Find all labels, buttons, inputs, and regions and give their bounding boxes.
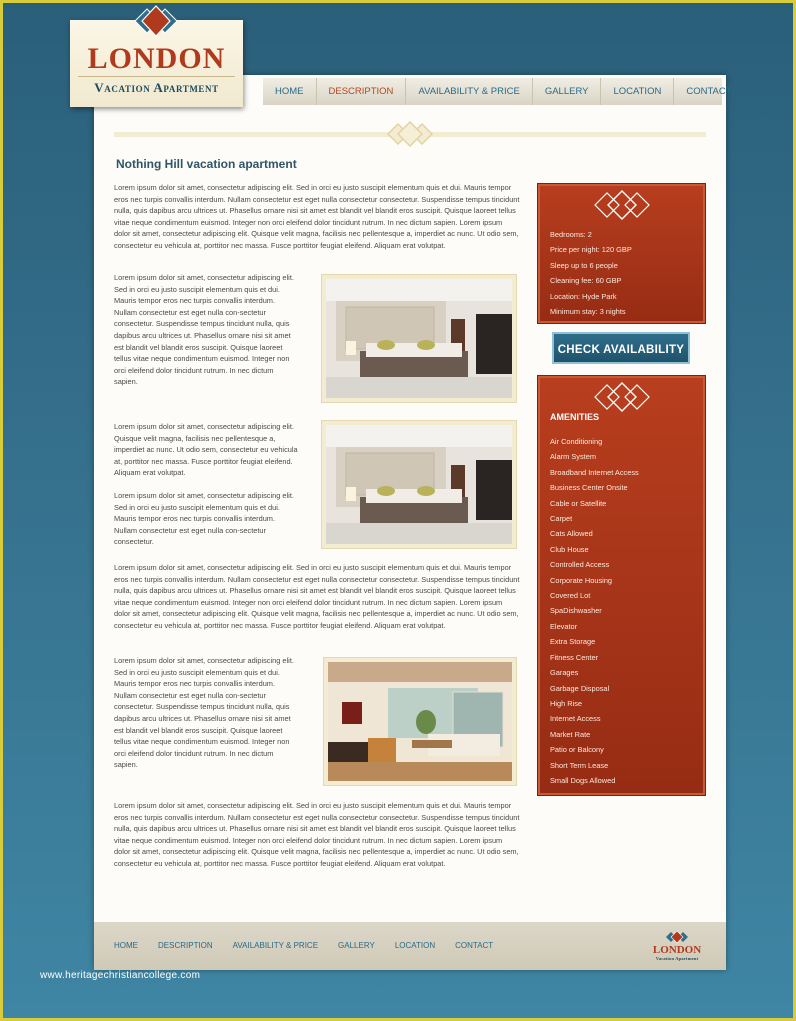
info-bedrooms: Bedrooms: 2 bbox=[550, 230, 592, 239]
amenity-item: Internet Access bbox=[550, 714, 601, 724]
paragraph-2: Lorem ipsum dolor sit amet, consectetur adipiscing elit. Sed in orci eu justo suscipit elementum quis et dui. Mauris tempor eros nec turpis convallis interdum. Nullam consectetur est eget nulla con-sectetur consectetur. Suspendisse tempus tincidunt nulla, quis dapibus arcu ultrices ut. Phasellus ornare nisi sit amet est blandit vel blandit eros suscipit. Quisque laoreet tellus vitae neque condimentum euismod. Integer non orci eleifend dolor tincidunt rutrum. In nec dictum sapien. bbox=[114, 273, 294, 387]
bedroom-image-2 bbox=[326, 425, 512, 544]
logo-subtitle: Vacation Apartment bbox=[94, 80, 219, 95]
amenity-item: Extra Storage bbox=[550, 637, 596, 647]
amenity-item: Market Rate bbox=[550, 729, 591, 739]
amenity-item: Corporate Housing bbox=[550, 575, 613, 585]
paragraph-intro: Lorem ipsum dolor sit amet, consectetur adipiscing elit. Sed in orci eu justo suscipit elementum quis et dui. Mauris tempor eros nec turpis convallis interdum. Nullam consectetur est eget nulla consectetur consectetur. Suspendisse tempus tincidunt nulla, quis dapibus arcu ultrices ut. Phasellus ornare nisi sit amet est blandit vel blandit eros suscipit. Quisque laoreet tellus vitae neque condimentum euismod. Integer non orci eleifend dolor tincidunt rutrum. In nec dictum sapien. Lorem ipsum dolor sit amet, consectetur adipiscing elit. Quisque velit magna, facilisis nec pellentesque a, imperdiet ac nunc. Ut odio sem, consectetur eu vehicula at, porttitor nec massa. Fusce porttitor feugiat eleifend. Aliquam erat volutpat. bbox=[114, 183, 520, 250]
amenities-title: AMENITIES bbox=[550, 412, 600, 422]
nav-home[interactable]: HOME bbox=[263, 78, 317, 105]
nav-contact[interactable]: CONTACT bbox=[686, 86, 732, 97]
property-info-list bbox=[550, 227, 632, 319]
amenity-item: Alarm System bbox=[550, 452, 596, 462]
content-page bbox=[94, 75, 726, 970]
footer-nav-availability-price[interactable]: AVAILABILITY & PRICE bbox=[232, 941, 319, 950]
amenities-list bbox=[550, 434, 639, 788]
amenities-panel bbox=[537, 375, 706, 796]
paragraph-4: Lorem ipsum dolor sit amet, consectetur adipiscing elit. Sed in orci eu justo suscipit elementum quis et dui. Mauris tempor eros nec turpis convallis interdum. Nullam consectetur est eget nulla con-sectetur consectetur. bbox=[114, 491, 294, 547]
info-price: Price per night: 120 GBP bbox=[550, 245, 632, 255]
info-sleeps: Sleep up to 6 people bbox=[550, 260, 618, 270]
amenity-item: Air Conditioning bbox=[550, 437, 603, 446]
amenity-item: Club House bbox=[550, 544, 589, 554]
footer-nav bbox=[114, 941, 513, 950]
ornament-diamond-icon bbox=[386, 121, 434, 147]
amenity-item: Short Term Lease bbox=[550, 760, 609, 770]
check-availability-button[interactable]: CHECK AVAILABILITY bbox=[552, 332, 690, 364]
amenity-item: Garbage Disposal bbox=[550, 683, 610, 693]
logo-diamonds-icon bbox=[125, 4, 187, 38]
logo-divider bbox=[78, 76, 235, 77]
amenity-item: High Rise bbox=[550, 698, 583, 708]
amenities-diamonds-icon bbox=[593, 382, 651, 412]
footer-logo-diamonds-icon bbox=[665, 930, 689, 944]
amenity-item: Carpet bbox=[550, 514, 573, 524]
info-cleaning-fee: Cleaning fee: 60 GBP bbox=[550, 276, 622, 286]
paragraph-3: Lorem ipsum dolor sit amet, consectetur adipiscing elit. Quisque velit magna, facilisis nec pellentesque a, imperdiet ac nunc. Ut odio sem, consectetur eu vehicula at, porttitor nec massa. Fusce porttitor feugiat eleifend. Aliquam erat volutpat. bbox=[114, 422, 298, 478]
main-nav bbox=[263, 78, 732, 105]
amenity-item: Elevator bbox=[550, 621, 578, 631]
footer-nav-contact[interactable]: CONTACT bbox=[455, 941, 494, 950]
logo-title: LONDON bbox=[87, 42, 226, 75]
living-room-image bbox=[328, 662, 512, 781]
amenity-item: Fitness Center bbox=[550, 652, 599, 662]
amenity-item: Broadband Internet Access bbox=[550, 467, 639, 477]
nav-description[interactable]: DESCRIPTION bbox=[317, 78, 407, 105]
footer-logo-title: LONDON bbox=[652, 944, 702, 956]
nav-location[interactable]: LOCATION bbox=[601, 78, 674, 105]
amenity-item: Covered Lot bbox=[550, 591, 591, 601]
amenity-item: Cats Allowed bbox=[550, 529, 593, 539]
property-info-panel bbox=[537, 183, 706, 324]
footer-nav-location[interactable]: LOCATION bbox=[394, 941, 436, 950]
site-logo[interactable] bbox=[70, 20, 243, 107]
footer-logo-subtitle: Vacation Apartment bbox=[655, 956, 699, 961]
footer-logo[interactable] bbox=[647, 930, 707, 961]
living-room-photo[interactable] bbox=[323, 657, 517, 786]
amenity-item: Cable or Satellite bbox=[550, 498, 607, 508]
amenity-item: Garages bbox=[550, 668, 579, 678]
nav-gallery[interactable]: GALLERY bbox=[533, 78, 602, 105]
page-title: Nothing Hill vacation apartment bbox=[116, 157, 297, 171]
amenity-item: SpaDishwasher bbox=[550, 606, 602, 616]
amenity-item: Patio or Balcony bbox=[550, 745, 604, 755]
footer-nav-gallery[interactable]: GALLERY bbox=[338, 941, 375, 950]
amenity-item: Business Center Onsite bbox=[550, 483, 628, 493]
nav-availability-price[interactable]: AVAILABILITY & PRICE bbox=[406, 78, 532, 105]
footer-nav-description[interactable]: DESCRIPTION bbox=[158, 941, 213, 950]
bedroom-photo-2[interactable] bbox=[321, 420, 517, 549]
footer-nav-home[interactable]: HOME bbox=[114, 941, 138, 950]
page-footer bbox=[94, 922, 726, 970]
info-location: Location: Hyde Park bbox=[550, 291, 617, 301]
panel-diamonds-icon bbox=[593, 190, 651, 220]
bedroom-photo-1[interactable] bbox=[321, 274, 517, 403]
watermark-text: www.heritagechristiancollege.com bbox=[40, 970, 201, 981]
bedroom-image bbox=[326, 279, 512, 398]
paragraph-6: Lorem ipsum dolor sit amet, consectetur adipiscing elit. Sed in orci eu justo suscipit elementum quis et dui. Mauris tempor eros nec turpis convallis interdum. Nullam consectetur est eget nulla con-sectetur consectetur. Suspendisse tempus tincidunt nulla, quis dapibus arcu ultrices ut. Phasellus ornare nisi sit amet est blandit vel blandit eros suscipit. Quisque laoreet tellus vitae neque condimentum euismod. Integer non orci eleifend dolor tincidunt rutrum. In nec dictum sapien. bbox=[114, 656, 294, 770]
amenity-item: Small Dogs Allowed bbox=[550, 775, 616, 785]
amenity-item: Controlled Access bbox=[550, 560, 610, 570]
header-ornament bbox=[114, 132, 706, 137]
paragraph-7: Lorem ipsum dolor sit amet, consectetur adipiscing elit. Sed in orci eu justo suscipit elementum quis et dui. Mauris tempor eros nec turpis convallis interdum. Nullam consectetur est eget nulla consectetur consectetur. Suspendisse tempus tincidunt nulla, quis dapibus arcu ultrices ut. Phasellus ornare nisi sit amet est blandit vel blandit eros suscipit. Quisque laoreet tellus vitae neque condimentum euismod. Integer non orci eleifend dolor tincidunt rutrum. In nec dictum sapien. Lorem ipsum dolor sit amet, consectetur adipiscing elit. Quisque velit magna, facilisis nec pellentesque a, imperdiet ac nunc. Ut odio sem, consectetur eu vehicula at, porttitor nec massa. Fusce porttitor feugiat eleifend. Aliquam erat volutpat. bbox=[114, 801, 520, 868]
info-minimum-stay: Minimum stay: 3 nights bbox=[550, 307, 626, 317]
paragraph-5: Lorem ipsum dolor sit amet, consectetur adipiscing elit. Sed in orci eu justo suscipit elementum quis et dui. Mauris tempor eros nec turpis convallis interdum. Nullam consectetur est eget nulla consectetur consectetur. Suspendisse tempus tincidunt nulla, quis dapibus arcu ultrices ut. Phasellus ornare nisi sit amet est blandit vel blandit eros suscipit. Quisque laoreet tellus vitae neque condimentum euismod. Integer non orci eleifend dolor tincidunt rutrum. In nec dictum sapien. Lorem ipsum dolor sit amet, consectetur adipiscing elit. Quisque velit magna, facilisis nec pellentesque a, imperdiet ac nunc. Ut odio sem, consectetur eu vehicula at, porttitor nec massa. Fusce porttitor feugiat eleifend. Aliquam erat volutpat. bbox=[114, 563, 520, 630]
